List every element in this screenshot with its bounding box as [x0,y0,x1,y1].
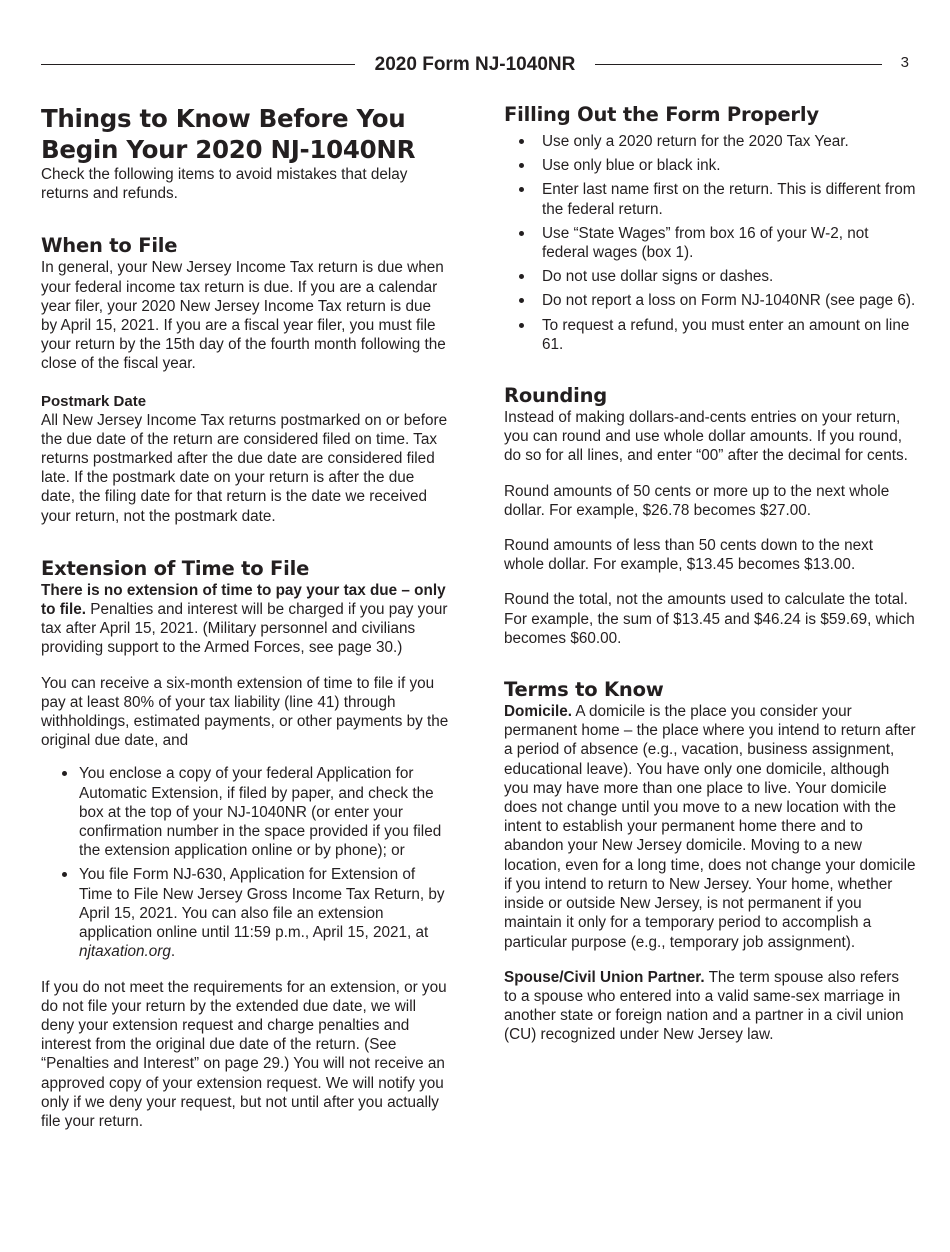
header-rule-right [595,64,882,65]
terms-heading: Terms to Know [504,678,664,702]
postmark-date-heading: Postmark Date [41,392,147,410]
extension-heading: Extension of Time to File [41,556,310,580]
spouse-paragraph [504,968,916,1045]
bullet-2-text: You file Form NJ-630, Application for Extension of Time to File New Jersey Gross Income Tax Return, by April 15, 2021. You can also file an extension application online until 11:59 p.m., April 15, 2021, at [79,866,445,942]
page-header [41,52,909,80]
list-item: Enter last name first on the return. This is different from the federal return. [504,180,916,218]
right-column [504,103,916,1045]
form-title: 2020 Form NJ-1040NR [374,54,576,75]
njtaxation-link[interactable]: njtaxation.org [79,943,171,961]
page-title: Things to Know Before You Begin Your 2020 NJ-1040NR [41,104,416,164]
list-item: To request a refund, you must enter an amount on line 61. [504,316,916,354]
list-item: Do not use dollar signs or dashes. [504,267,916,286]
domicile-paragraph [504,702,916,952]
extension-para-3: If you do not meet the requirements for an extension, or you do not file your return by the extended due date, we will deny your extension request and charge penalties and interest from the original due date of the return. (See “Penalties and Interest” on page 29.) You will not receive an approved copy of your extension request. We will notify you only if we deny your request, but not until after you actually file your return. [41,978,447,1130]
filling-out-list [504,132,916,354]
extension-bold-lead: There is no extension of time to pay your tax due – only to file. [41,581,446,619]
domicile-term: Domicile. [504,703,573,721]
left-column [41,103,451,1131]
when-to-file-heading: When to File [41,234,178,258]
rounding-para-2: Round amounts of 50 cents or more up to the next whole dollar. For example, $26.78 becomes $27.00. [504,482,890,519]
spouse-term: Spouse/Civil Union Partner. [504,968,705,986]
list-item: Use only blue or black ink. [504,156,916,175]
extension-bullet-list [41,764,451,961]
list-item [41,865,451,961]
extension-text-1: Penalties and interest will be charged if you pay your tax after April 15, 2021. (Military personnel and civilians providing support to the Armed Forces, see page 30.) [41,601,448,657]
rounding-para-1: Instead of making dollars-and-cents entries on your return, you can round and use whole dollar amounts. If you round, do so for all lines, and enter “00” after the decimal for cents. [504,409,908,465]
spouse-text: The term spouse also refers to a spouse who entered into a valid same-sex marriage in another state or foreign nation and a partner in a civil union (CU) recognized under New Jersey law. [504,968,904,1044]
when-to-file-text: In general, your New Jersey Income Tax return is due when your federal income tax return is due. If you are a calendar year filer, your 2020 New Jersey Income Tax return is due by April 15, 2021. If you are a fiscal year filer, you must file your return by the 15th day of the fourth month following the close of the fiscal year. [41,259,446,373]
rounding-heading: Rounding [504,384,608,408]
rounding-para-4: Round the total, not the amounts used to calculate the total. For example, the sum of $13.45 and $46.24 is $59.69, which becomes $60.00. [504,591,915,647]
intro-text: Check the following items to avoid mistakes that delay returns and refunds. [41,166,408,203]
list-item: Do not report a loss on Form NJ-1040NR (see page 6). [504,291,916,310]
page-number: 3 [900,54,909,71]
domicile-text: A domicile is the place you consider your permanent home – the place where you intend to return after a period of absence (e.g., vacation, business assignment, educational leave). You have only one domicile, although you may have more than one place to live. Your domicile does not change until you move to a new location with the intent to establish your permanent home there and to abandon your New Jersey domicile. Moving to a new location, even for a long time, does not change your domicile if you intend to return to New Jersey. Your home, whether inside or outside New Jersey, is not permanent if you maintain it only for a temporary period to accomplish a particular purpose (e.g., temporary job assignment). [504,703,916,951]
bullet-2-end: . [170,943,176,961]
extension-para-2: You can receive a six-month extension of time to file if you pay at least 80% of your tax liability (line 41) through withholdings, estimated payments, or other payments by the original due date, and [41,674,449,750]
filling-out-heading: Filling Out the Form Properly [504,103,819,126]
postmark-date-text: All New Jersey Income Tax returns postmarked on or before the due date of the return are considered filed on time. Tax returns postmarked after the due date are considered filed late. If the postmark date on your return is after the due date, the filing date for that return is the date we received your return, not the postmark date. [41,411,448,525]
list-item: Use only a 2020 return for the 2020 Tax Year. [504,132,916,151]
list-item: You enclose a copy of your federal Application for Automatic Extension, if filed by paper, and check the box at the top of your NJ-1040NR (or enter your confirmation number in the space provided if you filed the extension application online or by phone); or [41,764,451,860]
list-item: Use “State Wages” from box 16 of your W-2, not federal wages (box 1). [504,224,916,262]
header-rule-left [41,64,355,65]
extension-para-1 [41,581,451,658]
rounding-para-3: Round amounts of less than 50 cents down to the next whole dollar. For example, $13.45 becomes $13.00. [504,537,874,574]
